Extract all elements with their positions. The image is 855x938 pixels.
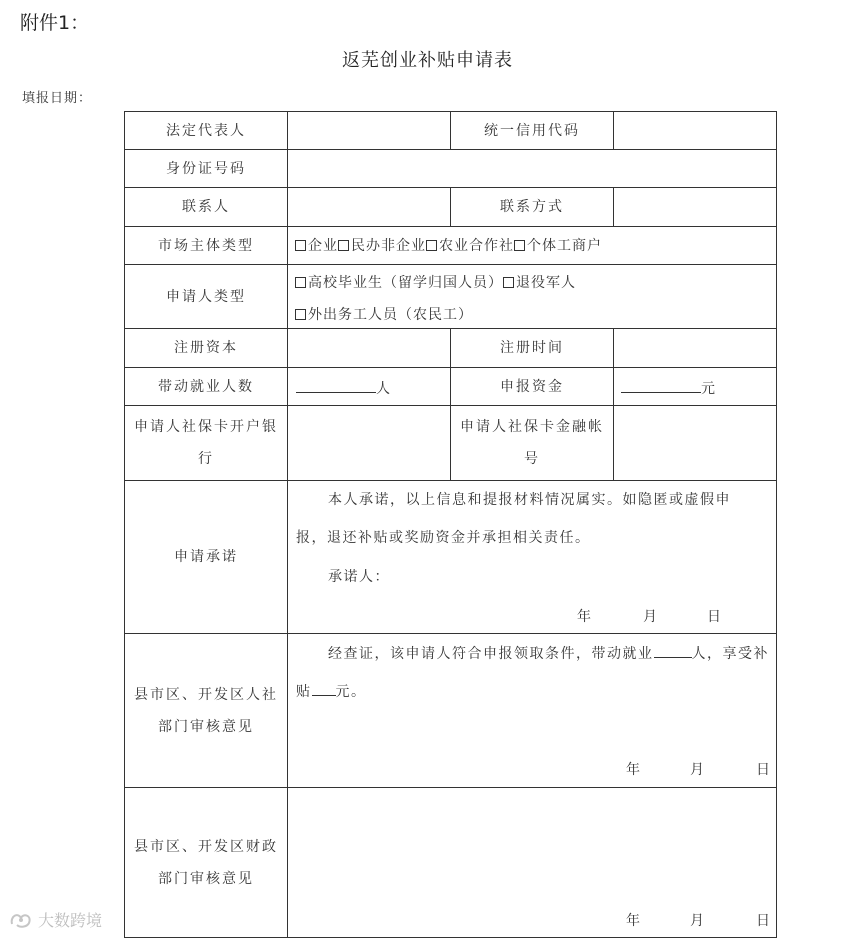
legal-rep-field[interactable] [288,112,450,149]
hr-day: 日 [756,762,770,778]
applicant-option[interactable]: 退役军人 [503,272,576,292]
finance-year: 年 [626,913,640,929]
promise-year: 年 [577,609,591,625]
apply-funds-label: 申报资金 [500,378,564,395]
promise-line2: 报，退还补贴或奖励资金并承担相关责任。 [296,530,591,546]
jobs-driven-field[interactable] [296,378,391,398]
credit-code-field[interactable] [614,112,776,149]
contact-person-label: 联系人 [182,199,230,215]
entity-option[interactable]: 农业合作社 [426,235,514,255]
jobs-driven-label: 带动就业人数 [158,378,254,395]
registered-capital-field[interactable] [288,329,450,367]
checkbox[interactable] [503,277,514,288]
jobs-blank[interactable] [296,378,376,393]
id-number-label: 身份证号码 [166,160,246,177]
hr-month: 月 [690,762,704,778]
finance-review-label: 县市区、开发区财政 部门审核意见 [134,838,278,887]
form-title: 返芜创业补贴申请表 [342,50,513,71]
registered-capital-label: 注册资本 [174,340,238,356]
finance-month: 月 [690,913,704,929]
checkbox[interactable] [295,309,306,320]
checkbox[interactable] [426,240,437,251]
contact-person-field[interactable] [288,188,450,226]
account-label: 申请人社保卡金融帐 号 [460,419,604,467]
checkbox[interactable] [338,240,349,251]
contact-method-field[interactable] [614,188,776,226]
attachment-label: 附件1： [20,12,90,34]
finance-review-field[interactable] [288,788,776,898]
legal-rep-label: 法定代表人 [166,122,246,139]
checkbox[interactable] [295,277,306,288]
fill-date-label: 填报日期： [22,91,93,106]
hr-review-label: 县市区、开发区人社 部门审核意见 [134,686,278,735]
applicant-type-label: 申请人类型 [166,288,246,305]
applicant-type-options-row1 [295,272,576,292]
applicant-option[interactable]: 高校毕业生（留学归国人员） [295,272,503,292]
bank-label: 申请人社保卡开户银 行 [134,419,278,467]
hr-text-line1: 经查证，该申请人符合申报领取条件，带动就业 人，享受补 [328,634,769,674]
promise-line1: 本人承诺，以上信息和提报材料情况属实。如隐匿或虚假申 [328,492,731,508]
applicant-type-options-row2 [295,304,473,324]
checkbox[interactable] [295,240,306,251]
hr-text-line2: 贴 元。 [296,672,367,712]
hr-jobs-blank[interactable] [654,643,692,658]
account-field[interactable] [614,406,776,480]
funds-blank[interactable] [621,378,701,393]
contact-method-label: 联系方式 [500,199,564,215]
checkbox[interactable] [514,240,525,251]
applicant-option[interactable]: 外出务工人员（农民工） [295,304,473,324]
finance-day: 日 [756,913,770,929]
watermark-logo-icon [8,910,34,930]
entity-option[interactable]: 企业 [295,235,338,255]
apply-funds-field[interactable] [621,378,716,398]
promise-label: 申请承诺 [174,549,238,565]
entity-type-label: 市场主体类型 [158,237,254,254]
entity-option[interactable]: 民办非企业 [338,235,426,255]
promise-signer: 承诺人： [328,569,390,585]
person-unit: 人 [376,381,391,397]
entity-type-options [295,235,602,255]
hr-year: 年 [626,762,640,778]
registration-time-field[interactable] [614,329,776,367]
id-number-field[interactable] [288,150,776,187]
promise-month: 月 [643,609,657,625]
hr-subsidy-blank[interactable] [312,681,336,696]
bank-field[interactable] [288,406,450,480]
registration-time-label: 注册时间 [500,340,564,356]
watermark-text: 大数跨境 [38,911,103,930]
entity-option[interactable]: 个体工商户 [514,235,602,255]
watermark [8,908,102,931]
promise-day: 日 [707,609,721,625]
yuan-unit: 元 [701,381,716,397]
credit-code-label: 统一信用代码 [484,122,580,139]
